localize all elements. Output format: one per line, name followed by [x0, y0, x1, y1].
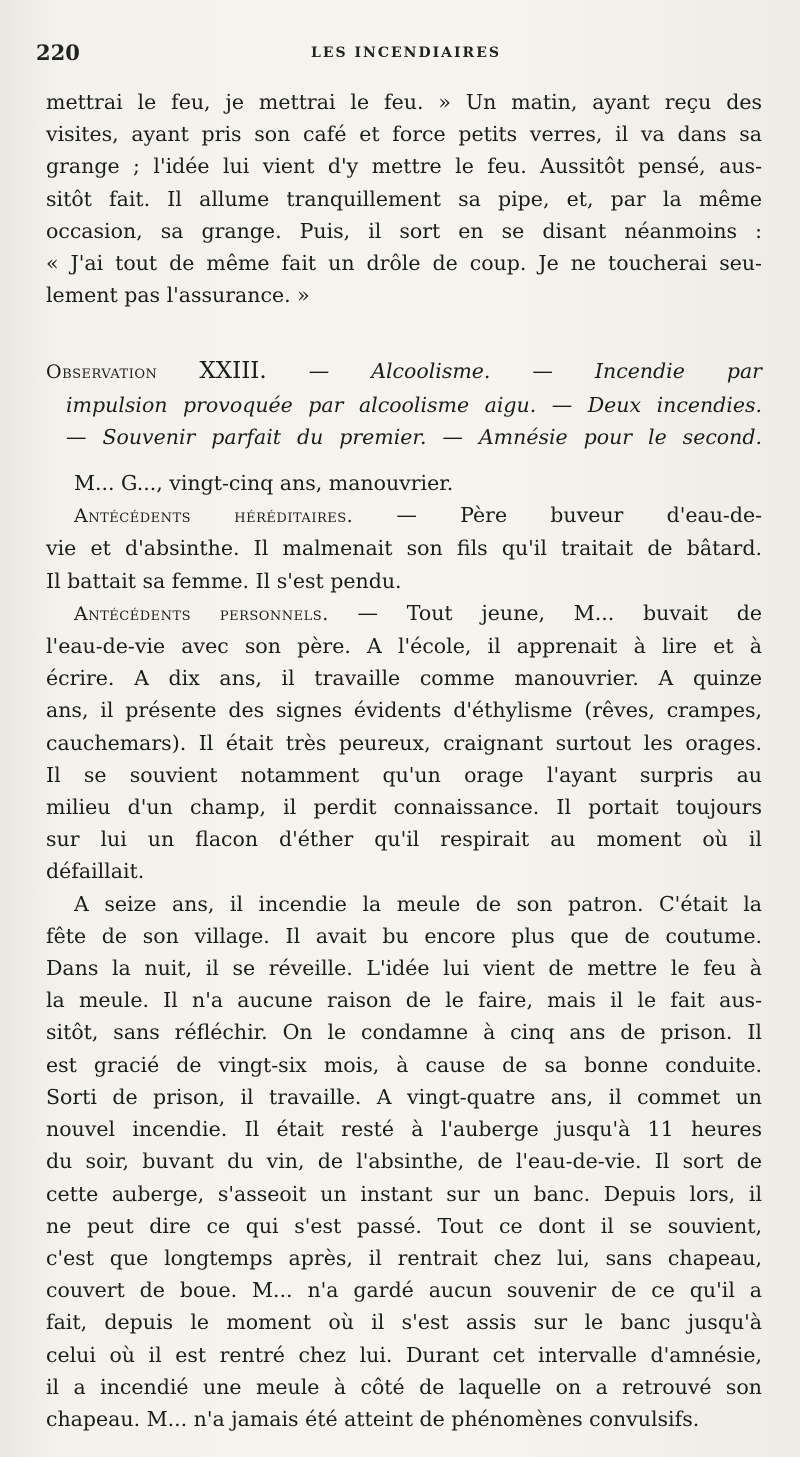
text-line: est gracié de vingt-six mois, à cause de sa bonne conduite.: [46, 1052, 762, 1077]
text-line: écrire. A dix ans, il travaille comme manouvrier. A quinze: [46, 666, 762, 691]
text-line: M... G..., vingt-cinq ans, manouvrier.: [74, 471, 454, 496]
text-line: chapeau. M... n'a jamais été atteint de phénomènes convulsifs.: [46, 1406, 700, 1431]
text-line: A seize ans, il incendie la meule de son patron. C'était la: [74, 891, 762, 916]
text-line: lement pas l'assurance. »: [46, 283, 310, 308]
text-line: [46, 499, 762, 532]
text-line: milieu d'un champ, il perdit connaissance. Il portait toujours: [46, 795, 762, 820]
page-header: [36, 40, 776, 74]
section-label: Antécédents personnels.: [74, 602, 329, 625]
text-line: occasion, sa grange. Puis, il sort en se disant néanmoins :: [46, 218, 762, 243]
text-line: « J'ai tout de même fait un drôle de coup. Je ne toucherai seu-: [46, 251, 762, 276]
narrative-paragraph: [46, 888, 762, 1435]
personal-paragraph: [46, 597, 762, 888]
page-number: 220: [36, 40, 80, 65]
section-label: Antécédents héréditaires.: [74, 505, 354, 528]
text-line: Sorti de prison, il travaille. A vingt-quatre ans, il commet un: [46, 1084, 762, 1109]
text-line: Dans la nuit, il se réveille. L'idée lui vient de mettre le feu à: [46, 956, 762, 981]
text-line: sitôt fait. Il allume tranquillement sa pipe, et, par la même: [46, 186, 762, 211]
text-line: sur lui un flacon d'éther qu'il respirait au moment où il: [46, 827, 762, 852]
text-line: il a incendié une meule à côté de laquelle on a retrouvé son: [46, 1374, 762, 1399]
text-line: fait, depuis le moment où il s'est assis sur le banc jusqu'à: [46, 1310, 762, 1335]
text-line: mettrai le feu, je mettrai le feu. » Un matin, ayant reçu des: [46, 90, 762, 114]
text-line: ans, il présente des signes évidents d'éthylisme (rêves, crampes,: [46, 698, 762, 723]
text-line: cauchemars). Il était très peureux, craignant surtout les orages.: [46, 730, 762, 755]
observation-title-line: [46, 355, 762, 388]
text-line: défaillait.: [46, 859, 145, 884]
text-line: cette auberge, s'asseoit un instant sur un banc. Depuis lors, il: [46, 1181, 762, 1206]
text-line: c'est que longtemps après, il rentrait chez lui, sans chapeau,: [46, 1245, 762, 1270]
observation-title-line: — Souvenir parfait du premier. — Amnésie pour le second.: [66, 424, 762, 449]
text-line: couvert de boue. M... n'a gardé aucun souvenir de ce qu'il a: [46, 1278, 762, 1303]
text-line: [46, 597, 762, 630]
text-line: visites, ayant pris son café et force petits verres, il va dans sa: [46, 122, 762, 147]
observation-title: — Alcoolisme. — Incendie par: [308, 359, 762, 384]
text-fragment: — Père buveur d'eau-de-: [396, 503, 762, 528]
running-title: LES INCENDIAIRES: [311, 45, 501, 61]
text-line: sitôt, sans réfléchir. On le condamne à cinq ans de prison. Il: [46, 1020, 762, 1045]
text-fragment: — Tout jeune, M... buvait de: [357, 600, 762, 625]
hereditary-paragraph: [46, 499, 762, 597]
subject-line: [46, 467, 762, 499]
text-line: celui où il est rentré chez lui. Durant cet intervalle d'amnésie,: [46, 1342, 762, 1367]
text-line: Il battait sa femme. Il s'est pendu.: [46, 568, 402, 593]
text-line: ne peut dire ce qui s'est passé. Tout ce dont il se souvient,: [46, 1213, 762, 1238]
observation-heading: [46, 355, 762, 453]
text-line: fête de son village. Il avait bu encore plus que de coutume.: [46, 923, 762, 948]
observation-label: Observation: [46, 361, 158, 384]
text-line: l'eau-de-vie avec son père. A l'école, il apprenait à lire et à: [46, 634, 762, 659]
text-line: Il se souvient notamment qu'un orage l'ayant surpris au: [46, 762, 762, 787]
text-line: grange ; l'idée lui vient d'y mettre le feu. Aussitôt pensé, aus-: [46, 154, 762, 179]
body-text: [46, 86, 762, 1435]
text-line: du soir, buvant du vin, de l'absinthe, de l'eau-de-vie. Il sort de: [46, 1149, 762, 1174]
observation-title-line: impulsion provoquée par alcoolisme aigu. — Deux incendies.: [66, 392, 762, 417]
continuation-paragraph: [46, 86, 762, 311]
observation-number: XXIII.: [199, 358, 267, 385]
text-line: la meule. Il n'a aucune raison de le faire, mais il le fait aus-: [46, 988, 762, 1013]
text-line: nouvel incendie. Il était resté à l'auberge jusqu'à 11 heures: [46, 1117, 762, 1142]
text-line: vie et d'absinthe. Il malmenait son fils qu'il traitait de bâtard.: [46, 536, 762, 561]
